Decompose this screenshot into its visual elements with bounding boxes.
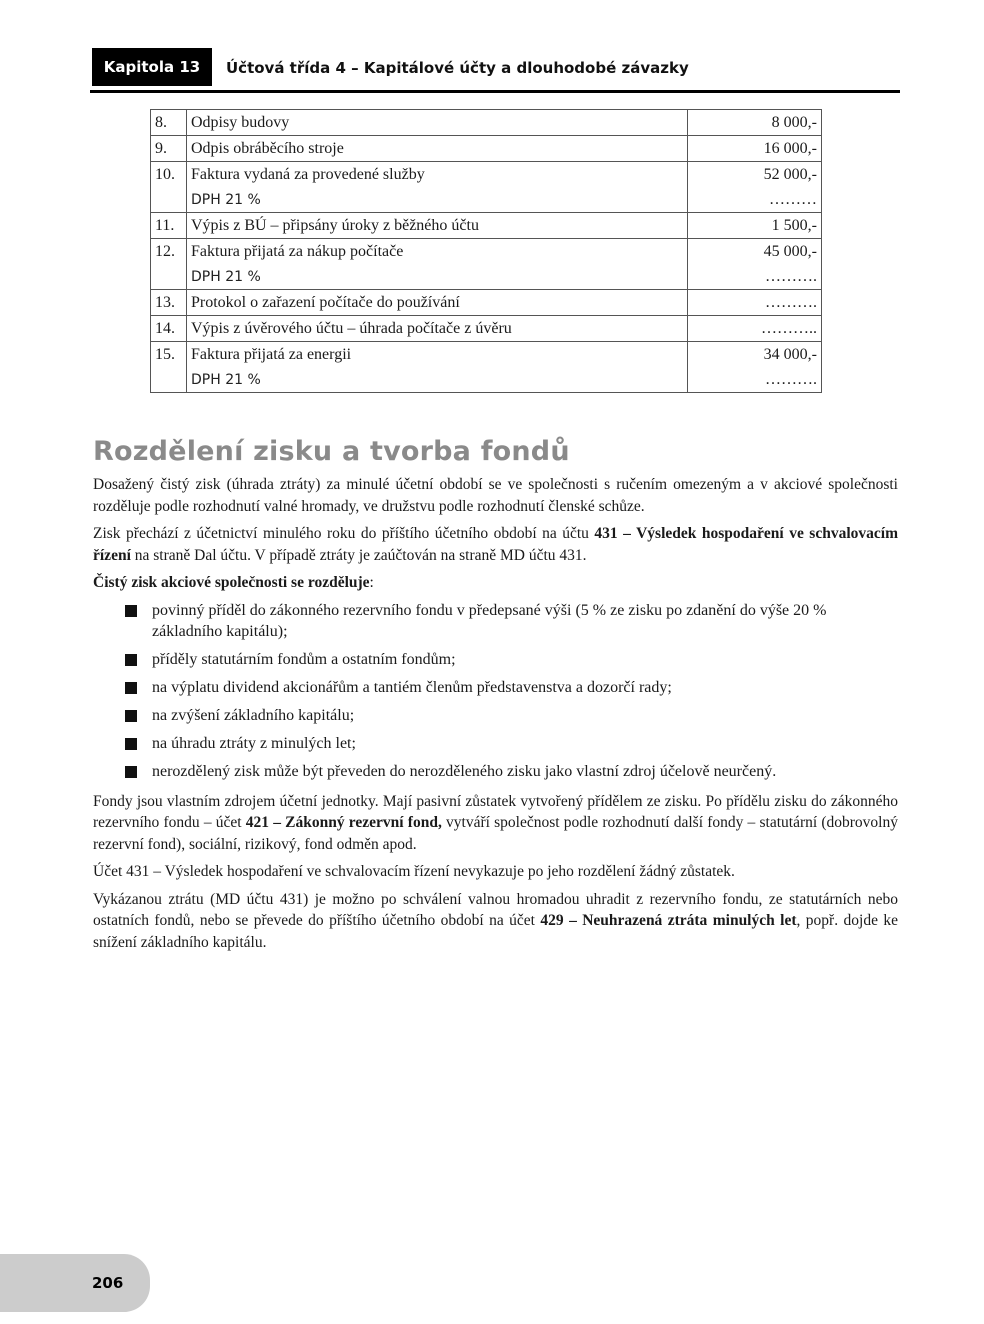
paragraph-account-431: Zisk přechází z účetnictví minulého roku do příštího účetního období na účtu 431 – Výsledek hospodaření ve schvalovacím řízení na straně Dal účtu. V případě ztráty je zaúčtován na straně MD účtu 431.	[93, 525, 898, 564]
paragraph-account-431-balance: Účet 431 – Výsledek hospodaření ve schvalovacím řízení nevykazuje po jeho rozdělení žádný zůstatek.	[93, 863, 735, 880]
list-item-text: povinný příděl do zákonného rezervního fondu v předepsané výši (5 % ze zisku po zdanění do výše 20 % základního kapitálu);	[152, 601, 827, 640]
row-number	[151, 316, 187, 342]
square-bullet-icon	[125, 654, 137, 666]
row-vat-label: DPH 21 %	[191, 269, 261, 285]
table-row	[151, 213, 822, 239]
row-description: Faktura přijatá za energii	[191, 346, 352, 363]
square-bullet-icon	[125, 682, 137, 694]
row-number	[151, 290, 187, 316]
row-amount: 34 000,-	[763, 346, 817, 363]
profit-distribution-list	[93, 600, 898, 783]
row-description-cell	[187, 213, 688, 239]
list-item	[125, 677, 898, 699]
section-title: Rozdělení zisku a tvorba fondů	[93, 436, 570, 467]
row-description: Faktura vydaná za provedené služby	[191, 166, 425, 183]
row-amount: ………..	[761, 320, 817, 337]
row-description-cell	[187, 136, 688, 162]
square-bullet-icon	[125, 605, 137, 617]
table-row	[151, 316, 822, 342]
list-item-text: na zvýšení základního kapitálu;	[152, 707, 355, 724]
square-bullet-icon	[125, 766, 137, 778]
row-number-text: 15.	[155, 346, 175, 363]
page-number-tab	[0, 1254, 150, 1312]
page-number: 206	[92, 1274, 124, 1292]
account-421-term: 421 – Zákonný rezervní fond,	[245, 814, 442, 831]
row-vat-amount: ……….	[765, 268, 817, 285]
row-amount: 16 000,-	[763, 140, 817, 157]
row-vat-label: DPH 21 %	[191, 192, 261, 208]
row-number	[151, 162, 187, 213]
row-description: Výpis z BÚ – připsány úroky z běžného účtu	[191, 217, 479, 234]
transactions-table	[150, 109, 822, 393]
row-number	[151, 342, 187, 393]
row-description: Odpisy budovy	[191, 114, 290, 131]
row-amount-cell	[688, 136, 822, 162]
list-heading: Čistý zisk akciové společnosti se rozděluje:	[93, 574, 374, 591]
table-row	[151, 290, 822, 316]
list-item-text: na úhradu ztráty z minulých let;	[152, 735, 356, 752]
list-item	[125, 649, 898, 671]
row-number-text: 13.	[155, 294, 175, 311]
chapter-label: Kapitola 13	[92, 48, 212, 86]
row-amount-cell	[688, 110, 822, 136]
account-431-term: 431 – Výsledek hospodaření ve schvalovacím řízení	[93, 525, 898, 564]
table-row	[151, 136, 822, 162]
row-amount-cell	[688, 316, 822, 342]
row-number	[151, 136, 187, 162]
table-row	[151, 162, 822, 213]
list-item	[125, 761, 898, 783]
row-number-text: 9.	[155, 140, 167, 157]
row-description-cell	[187, 110, 688, 136]
row-amount-cell	[688, 290, 822, 316]
paragraph-loss: Vykázanou ztrátu (MD účtu 431) je možno po schválení valnou hromadou uhradit z rezervního fondu, ze statutárních nebo ostatních fondů, nebo se převede do příštího účetního období na účet 429 – Neuhrazená ztráta minulých let, popř. dojde ke snížení základního kapitálu.	[93, 890, 898, 951]
row-number	[151, 239, 187, 290]
chapter-header	[90, 46, 900, 93]
row-vat-amount: ……….	[765, 371, 817, 388]
row-number	[151, 110, 187, 136]
square-bullet-icon	[125, 710, 137, 722]
row-description-cell	[187, 239, 688, 290]
row-description: Výpis z úvěrového účtu – úhrada počítače z úvěru	[191, 320, 512, 337]
row-description-cell	[187, 316, 688, 342]
list-item-text: na výplatu dividend akcionářům a tantiém členům představenstva a dozorčí rady;	[152, 679, 672, 696]
row-number-text: 8.	[155, 114, 167, 131]
row-amount: 52 000,-	[763, 166, 817, 183]
list-item-text: nerozdělený zisk může být převeden do nerozděleného zisku jako vlastní zdroj účelově neurčený.	[152, 763, 777, 780]
row-number-text: 12.	[155, 243, 175, 260]
table-row	[151, 110, 822, 136]
row-number-text: 14.	[155, 320, 175, 337]
row-description: Odpis obráběcího stroje	[191, 140, 344, 157]
list-item	[125, 733, 898, 755]
row-amount: ……….	[765, 294, 817, 311]
row-amount: 1 500,-	[771, 217, 817, 234]
row-amount: 45 000,-	[763, 243, 817, 260]
row-description-cell	[187, 342, 688, 393]
row-description-cell	[187, 290, 688, 316]
row-amount-cell	[688, 342, 822, 393]
row-vat-label: DPH 21 %	[191, 372, 261, 388]
list-item	[125, 600, 898, 643]
paragraph-funds: Fondy jsou vlastním zdrojem účetní jednotky. Mají pasivní zůstatek vytvořený přídělem ze zisku. Po přídělu zisku do zákonného rezervního fondu – účet 421 – Zákonný rezervní fond, vytváří společnost podle rozhodnutí další fondy – statutární (dobrovolný rezervní fond), sociální, rizikový, fond odměn apod.	[93, 792, 898, 853]
table-row	[151, 342, 822, 393]
section-content	[93, 474, 898, 959]
list-item	[125, 705, 898, 727]
row-amount: 8 000,-	[771, 114, 817, 131]
paragraph-intro: Dosažený čistý zisk (úhrada ztráty) za minulé účetní období se ve společnosti s ručením omezeným a v akciové společnosti rozděluje podle rozhodnutí valné hromady, ve družstvu podle rozhodnutí členské schůze.	[93, 476, 898, 515]
row-number-text: 10.	[155, 166, 175, 183]
account-429-term: 429 – Neuhrazená ztráta minulých let	[540, 912, 797, 929]
row-amount-cell	[688, 213, 822, 239]
row-amount-cell	[688, 239, 822, 290]
row-number	[151, 213, 187, 239]
square-bullet-icon	[125, 738, 137, 750]
row-amount-cell	[688, 162, 822, 213]
row-number-text: 11.	[155, 217, 175, 234]
list-item-text: příděly statutárním fondům a ostatním fondům;	[152, 651, 456, 668]
row-description-cell	[187, 162, 688, 213]
table-row	[151, 239, 822, 290]
row-description: Protokol o zařazení počítače do používání	[191, 294, 460, 311]
row-description: Faktura přijatá za nákup počítače	[191, 243, 404, 260]
row-vat-amount: ………	[769, 191, 817, 208]
chapter-title: Účtová třída 4 – Kapitálové účty a dlouhodobé závazky	[226, 59, 689, 77]
